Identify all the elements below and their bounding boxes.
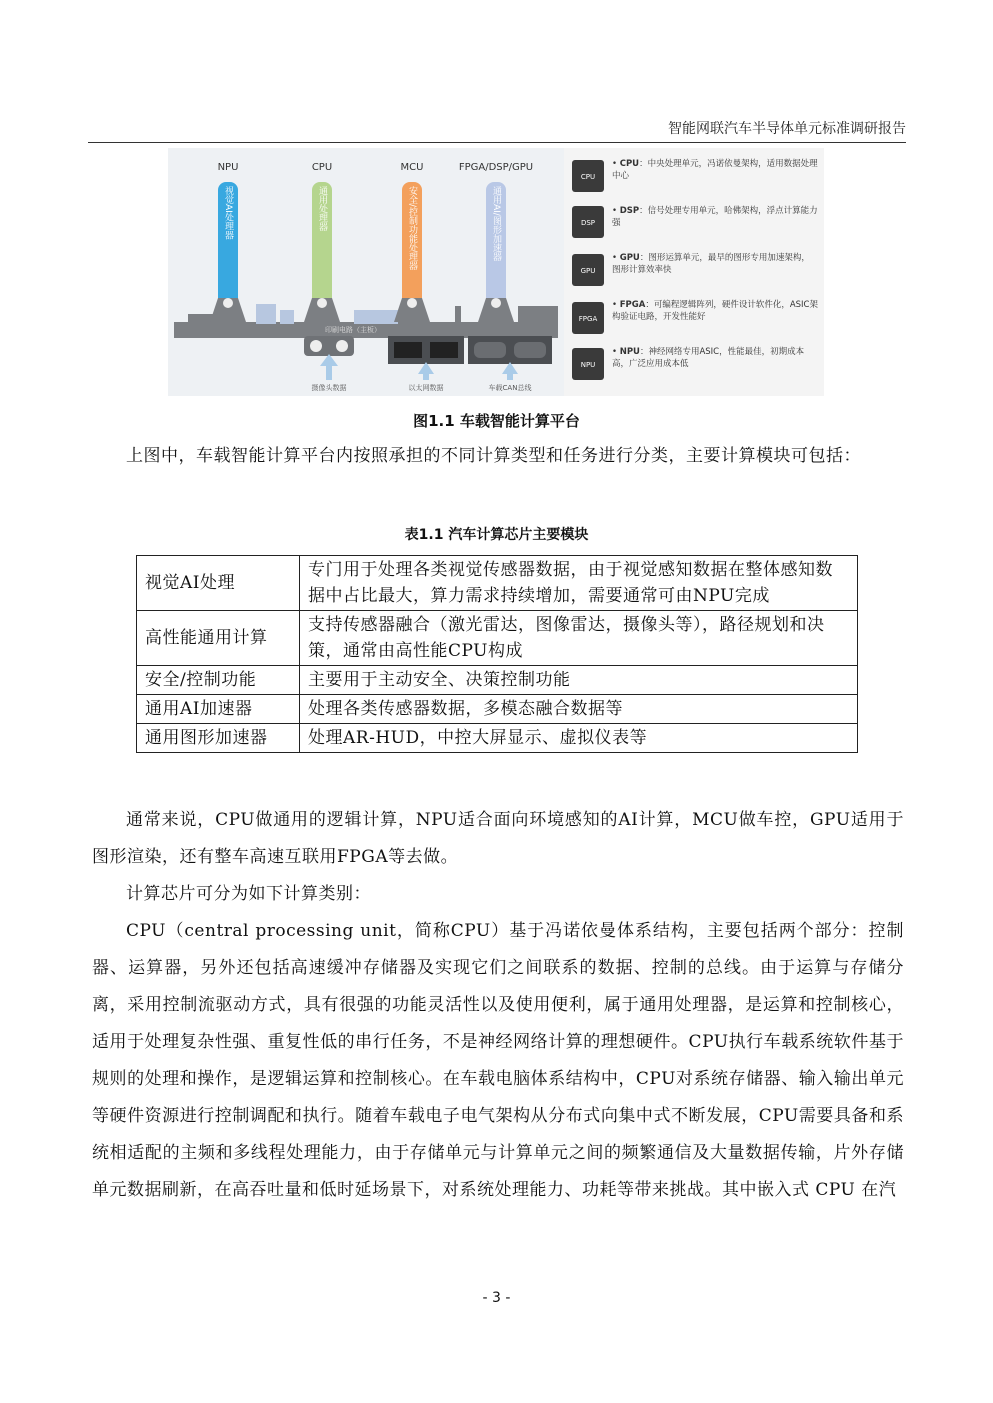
legend-desc-npu: ：神经网络专用ASIC，性能最佳，初期成本高，广泛应用成本低 [612, 347, 805, 369]
legend-desc-dsp: ：信号处理专用单元，哈佛架构，浮点计算能力强 [612, 206, 818, 228]
camera-input-label: 摄像头数据 [311, 384, 347, 392]
legend-item-fpga: • FPGA：可编程逻辑阵列，硬件设计软件化，ASIC架构验证电路，开发性能好 [612, 300, 818, 322]
page-number: - 3 - [482, 1290, 511, 1306]
legend-chip-npu: NPU [580, 361, 596, 369]
legend-item-npu: • NPU：神经网络专用ASIC，性能最佳，初期成本高，广泛应用成本低 [612, 347, 805, 369]
legend-chip-gpu: GPU [580, 267, 596, 275]
table-cell-desc: 专门用于处理各类视觉传感器数据，由于视觉感知数据在整体感知数据中占比最大，算力需求持续增加，需要通常可由NPU完成 [300, 556, 858, 611]
legend-desc-gpu: ：图形运算单元，最早的图形专用加速架构，图形计算效率快 [612, 253, 810, 275]
body-paragraph: 计算芯片可分为如下计算类别： [126, 884, 371, 904]
chip-cpu-name: CPU [311, 162, 333, 173]
legend-term-npu: NPU [619, 347, 640, 357]
table-row [137, 611, 858, 666]
table-row [137, 556, 858, 611]
intro-text: 上图中，车载智能计算平台内按照承担的不同计算类型和任务进行分类，主要计算模块可包括： [126, 446, 861, 466]
intro-paragraph [92, 438, 904, 475]
table-cell-desc: 主要用于主动安全、决策控制功能 [300, 666, 858, 695]
chip-fpga-name: FPGA/DSP/GPU [458, 162, 534, 173]
table-cell-desc: 支持传感器融合（激光雷达，图像雷达，摄像头等），路径规划和决策，通常由高性能CPU构成 [300, 611, 858, 666]
body-paragraph: CPU（central processing unit，简称CPU）基于冯诺依曼体系结构，主要包括两个部分：控制器、运算器，另外还包括高速缓冲存储器及实现它们之间联系的数据、控制的总线。由于运算与存储分离，采用控制流驱动方式，具有很强的功能灵活性以及使用便利，属于通用处理器，是运算和控制核心，适用于处理复杂性强、重复性低的串行任务，不是神经网络计算的理想硬件。CPU执行车载系统软件基于规则的处理和操作，是逻辑运算和控制核心。在车载电脑体系结构中，CPU对系统存储器、输入输出单元等硬件资源进行控制调配和执行。随着车载电子电气架构从分布式向集中式不断发展，CPU需要具备和系统相适配的主频和多线程处理能力，由于存储单元与计算单元之间的频繁通信及大量数据传输，片外存储单元数据刷新，在高吞吐量和低时延场景下，对系统处理能力、功耗等带来挑战。其中嵌入式 CPU 在汽 [92, 921, 904, 1200]
legend-chip-dsp: DSP [580, 219, 596, 227]
figure-caption: 图1.1 车载智能计算平台 [413, 412, 580, 430]
legend-chip-cpu: CPU [580, 173, 596, 181]
table-cell-desc: 处理各类传感器数据，多模态融合数据等 [300, 695, 858, 724]
legend-desc-cpu: ：中央处理单元，冯诺依曼架构，适用数据处理中心 [612, 159, 818, 181]
table-cell-module: 安全/控制功能 [137, 666, 300, 695]
chip-module-table [136, 555, 858, 753]
table-cell-desc: 处理AR-HUD，中控大屏显示、虚拟仪表等 [300, 724, 858, 753]
header-title: 智能网联汽车半导体单元标准调研报告 [668, 121, 906, 137]
legend-term-cpu: CPU [619, 159, 640, 169]
legend-item-gpu: • GPU：图形运算单元，最早的图形专用加速架构，图形计算效率快 [612, 253, 810, 275]
body-text [92, 802, 904, 1209]
legend-term-dsp: DSP [619, 206, 640, 216]
table-cell-module: 高性能通用计算 [137, 611, 300, 666]
legend-item-dsp: • DSP：信号处理专用单元，哈佛架构，浮点计算能力强 [612, 206, 818, 228]
legend-chip-fpga: FPGA [578, 315, 598, 323]
chip-cpu-label: 通用处理器 [317, 186, 327, 231]
ethernet-input-label: 以太网数据 [408, 384, 444, 392]
table-row [137, 666, 858, 695]
figure-compute-platform [168, 148, 824, 396]
body-paragraph: 通常来说，CPU做通用的逻辑计算，NPU适合面向环境感知的AI计算，MCU做车控，GPU适用于图形渲染，还有整车高速互联用FPGA等去做。 [92, 810, 904, 867]
chip-mcu-label: 安全/控制功能处理器 [407, 186, 417, 271]
table-caption: 表1.1 汽车计算芯片主要模块 [404, 527, 589, 543]
table-cell-module: 视觉AI处理 [137, 556, 300, 611]
board-label: 印刷电路（主板） [325, 326, 381, 334]
can-input-label: 车载CAN总线 [488, 384, 532, 392]
table-row [137, 695, 858, 724]
table-cell-module: 通用图形加速器 [137, 724, 300, 753]
chip-fpga-label: 通用AI/图形加速器 [491, 186, 501, 261]
table-row [137, 724, 858, 753]
chip-npu-label: 视觉AI处理器 [223, 186, 233, 240]
table-cell-module: 通用AI加速器 [137, 695, 300, 724]
legend-desc-fpga: ：可编程逻辑阵列，硬件设计软件化，ASIC架构验证电路，开发性能好 [612, 300, 818, 322]
chip-npu-name: NPU [217, 162, 239, 173]
legend-item-cpu: • CPU：中央处理单元，冯诺依曼架构，适用数据处理中心 [612, 159, 818, 181]
legend-term-gpu: GPU [619, 253, 640, 263]
chip-mcu-name: MCU [400, 162, 424, 173]
legend-term-fpga: FPGA [619, 300, 646, 310]
running-header [88, 118, 906, 143]
